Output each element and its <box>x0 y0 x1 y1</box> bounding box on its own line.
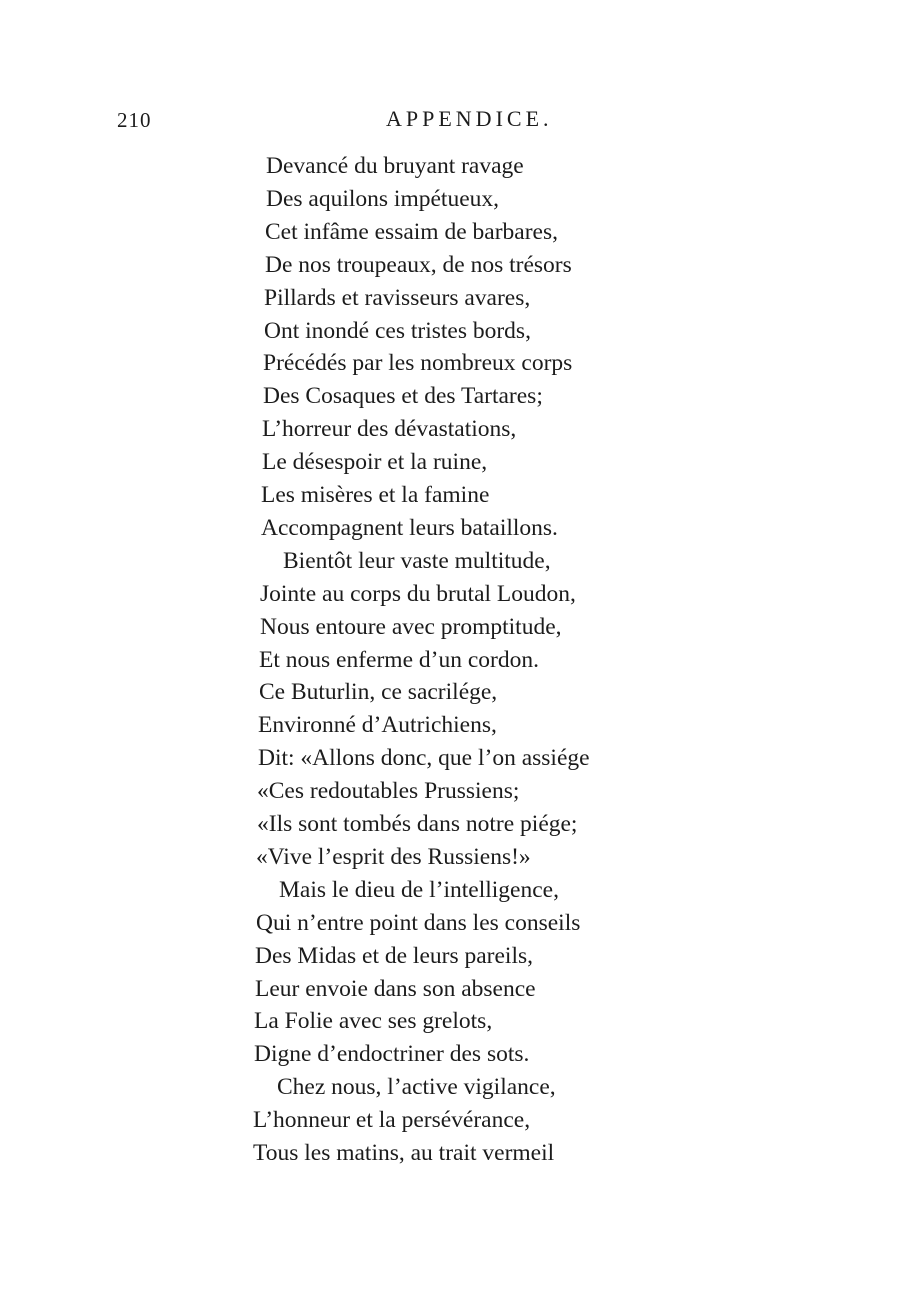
verse-line: Chez nous, l’active vigilance, <box>277 1074 556 1101</box>
verse-line: Accompagnent leurs bataillons. <box>261 514 558 541</box>
verse-line: Des Midas et de leurs pareils, <box>255 942 534 969</box>
verse-line: Ont inondé ces tristes bords, <box>264 317 531 344</box>
verse-line: Dit: «Allons donc, que l’on assiége <box>258 745 590 772</box>
verse-line: Nous entoure avec promptitude, <box>260 613 562 640</box>
verse-line: Les misères et la famine <box>261 482 490 508</box>
verse-line: «Ils sont tombés dans notre piége; <box>257 811 578 837</box>
verse-line: Digne d’endoctriner des sots. <box>254 1041 530 1068</box>
verse-line: L’honneur et la persévérance, <box>253 1107 531 1134</box>
verse-line: Tous les matins, au trait vermeil <box>253 1140 555 1166</box>
verse-line: Cet infâme essaim de barbares, <box>265 218 558 245</box>
verse-line: Le désespoir et la ruine, <box>262 449 488 476</box>
verse-line: Leur envoie dans son absence <box>255 975 536 1002</box>
page-number: 210 <box>117 108 152 132</box>
verse-line: Des aquilons impétueux, <box>266 185 500 212</box>
verse-line: Et nous enferme d’un cordon. <box>259 646 539 673</box>
verse-line: De nos troupeaux, de nos trésors <box>265 251 572 278</box>
verse-line: Bientôt leur vaste multitude, <box>283 547 551 574</box>
verse-line: Des Cosaques et des Tartares; <box>263 383 543 410</box>
verse-line: Environné d’Autrichiens, <box>258 712 497 739</box>
running-head: APPENDICE. <box>386 106 553 131</box>
verse-line: Devancé du bruyant ravage <box>266 153 524 179</box>
verse-line: L’horreur des dévastations, <box>262 416 517 443</box>
verse-line: Pillards et ravisseurs avares, <box>264 284 531 311</box>
verse-line: La Folie avec ses grelots, <box>254 1008 493 1035</box>
verse-line: Jointe au corps du brutal Loudon, <box>260 580 576 607</box>
verse-line: «Ces redoutables Prussiens; <box>257 778 520 805</box>
verse-line: Précédés par les nombreux corps <box>263 350 573 377</box>
verse-line: «Vive l’esprit des Russiens!» <box>256 843 531 870</box>
verse-line: Mais le dieu de l’intelligence, <box>279 876 559 903</box>
verse-line: Ce Buturlin, ce sacrilége, <box>259 679 498 706</box>
verse-line: Qui n’entre point dans les conseils <box>256 909 581 936</box>
